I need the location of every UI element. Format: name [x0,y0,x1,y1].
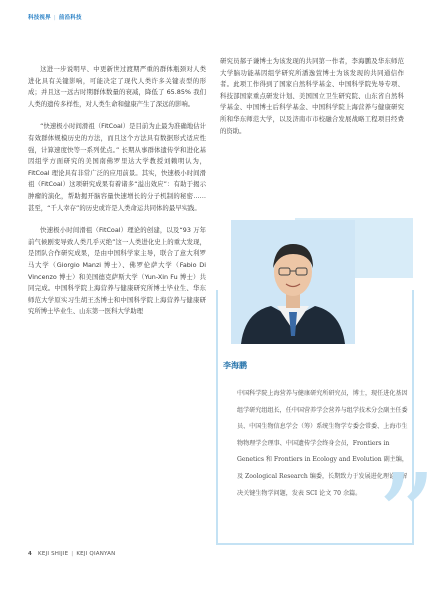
header-section-left: 科技视界 [28,15,51,21]
portrait-photo [231,220,355,344]
footer-separator: | [71,551,74,557]
article-paragraph: “快速极小时间滑祖（FitCoal）是目前为止最为准确地估计有效群体规模历史的方法，而且这个方法具有数据形式适应性强，计算速度快等一系列优点。” 长期从事群体遗传学和进化基因组学方面研究的美国南佛罗里达大学教授刘赖明认为，FitCoal 理论具有非常广泛的应用前景。其实，快速极小时间滑祖（FitCoal）这项研究成果有着诸多“溢出效应”：有助于揭示肿瘤的演化，帮助揭开脑容量快速增长的分子机制的秘密……甚至，“千人幸存”的历史或许是人类命运共同体的最早实践。 [28,122,206,212]
article-paragraph: 这进一步说明早、中更新世过渡期严重的群体瓶颈对人类进化具有关键影响，可能决定了现代人类许多关键表型的形成；并且这一远古时期群体数量的衰减，降低了 65.85% 我们人类的遗传多样性，对人类生命和健康产生了深远的影响。 [28,65,206,108]
article-paragraph: 快速极小时间滑祖（FitCoal）理论的创建，以及“93 万年前气候剧变导致人类几乎灭绝”这一人类进化史上的重大发现，是团队合作研究成果，是由中国科学家主导，联合了意大利罗马大学（Giorgio Manzi 博士）、佛罗伦萨大学（Fabio Di Vincenzo 博士）和美国德克萨斯大学（Yun-Xin Fu 博士）共同完成。中国科学院上海营养与健康研究所博士毕业生、华东师范大学原实习生胡王杰博士和中国科学院上海营养与健康研究所博士毕业生、山东第一医科大学助理 [28,226,206,316]
page-number: 4 [28,551,33,557]
footer-right-text: KEJI QIANYAN [76,551,116,557]
quote-mark-icon: ” [376,448,436,586]
header-section-right: 前沿科技 [58,15,82,21]
footer-left-text: KEJI SHIJIE [38,551,69,557]
bio-name: 李海鹏 [223,361,247,370]
article-paragraph: 研究员郝子谦博士为该发现的共同第一作者，李海鹏及华东师范大学脑功能基因组学研究所潘逸萱博士为该发现的共同通信作者。此项工作得到了国家自然科学基金、中国科学院先导专项、科技部国家重点研发计划、美国国立卫生研究院、山东省自然科学基金、中国博士后科学基金、中国科学院上海营养与健康研究所和华东师范大学，以及济南市市校融合发展战略工程项目经费的资助。 [220,57,404,135]
header-separator: | [53,15,56,21]
running-header [28,13,82,21]
article-left-column [28,64,206,329]
page-footer [28,551,115,557]
article-right-column [220,56,404,148]
bio-text: 中国科学院上海营养与健康研究所研究员，博士，现任进化基因组学研究组组长，任中国营养学会营养与组学技术分会副主任委员、中国生物信息学会（筹）系统生物学专委会常委、上海市生物物理学会理事、中国遗传学会终身会员，Frontiers in Genetics 和 Frontiers in Ecology and Evolution 副主编，及 Zoological Research 编委，长期致力于发展进化理论，解决关键生物学问题，发表 SCI 论文 70 余篇。 [237,390,408,497]
